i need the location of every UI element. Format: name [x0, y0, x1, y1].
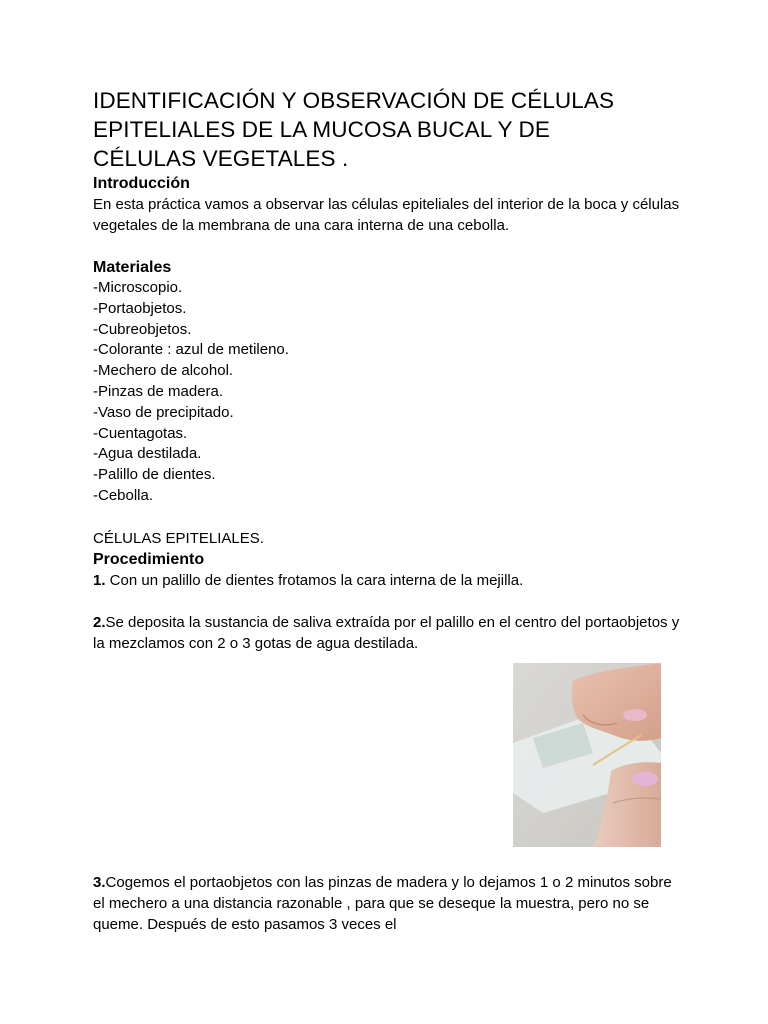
list-item: -Mechero de alcohol. — [93, 362, 234, 380]
step-2 — [93, 612, 683, 654]
document-page-lower — [93, 872, 683, 935]
list-item: -Cuentagotas. — [93, 424, 188, 442]
list-item: -Agua destilada. — [93, 445, 202, 463]
list-item: -Pinzas de madera. — [93, 382, 224, 400]
document-title — [93, 86, 683, 173]
step-1 — [93, 570, 683, 591]
list-item: -Portaobjetos. — [93, 299, 187, 317]
procedure-heading: Procedimiento — [93, 550, 205, 568]
list-item: -Microscopio. — [93, 279, 183, 296]
step-number: 1. — [93, 571, 106, 589]
intro-text: En esta práctica vamos a observar las células epiteliales del interior de la boca y células vegetales de la membrana de una cara interna de una cebolla. — [93, 196, 680, 234]
step-text: Se deposita la sustancia de saliva extraída por el palillo en el centro del portaobjetos y la mezclamos con 2 o 3 gotas de agua destilada. — [93, 613, 680, 652]
intro-heading: Introducción — [93, 175, 190, 192]
section-title: CÉLULAS EPITELIALES. — [93, 529, 264, 547]
list-item: -Palillo de dientes. — [93, 466, 216, 484]
step-3 — [93, 872, 683, 935]
step-text: Con un palillo de dientes frotamos la cara interna de la mejilla. — [105, 571, 524, 589]
step-number: 2. — [93, 613, 106, 631]
document-page — [93, 86, 683, 654]
title-line-1: IDENTIFICACIÓN Y OBSERVACIÓN DE CÉLULAS — [93, 88, 615, 113]
list-item: -Cubreobjetos. — [93, 320, 192, 338]
procedure-photo — [513, 663, 661, 847]
list-item: -Vaso de precipitado. — [93, 403, 234, 421]
materials-heading: Materiales — [93, 259, 172, 276]
title-line-3: CÉLULAS VEGETALES . — [93, 146, 349, 171]
step-number: 3. — [93, 874, 106, 891]
step-text: Cogemos el portaobjetos con las pinzas de madera y lo dejamos 1 o 2 minutos sobre el mechero a una distancia razonable , para que se deseque la muestra, pero no se queme. Después de esto pasamos 3 veces el — [93, 874, 672, 933]
materials-list — [93, 278, 683, 507]
list-item: -Colorante : azul de metileno. — [93, 341, 289, 359]
list-item: -Cebolla. — [93, 486, 154, 504]
title-line-2: EPITELIALES DE LA MUCOSA BUCAL Y DE — [93, 117, 551, 142]
